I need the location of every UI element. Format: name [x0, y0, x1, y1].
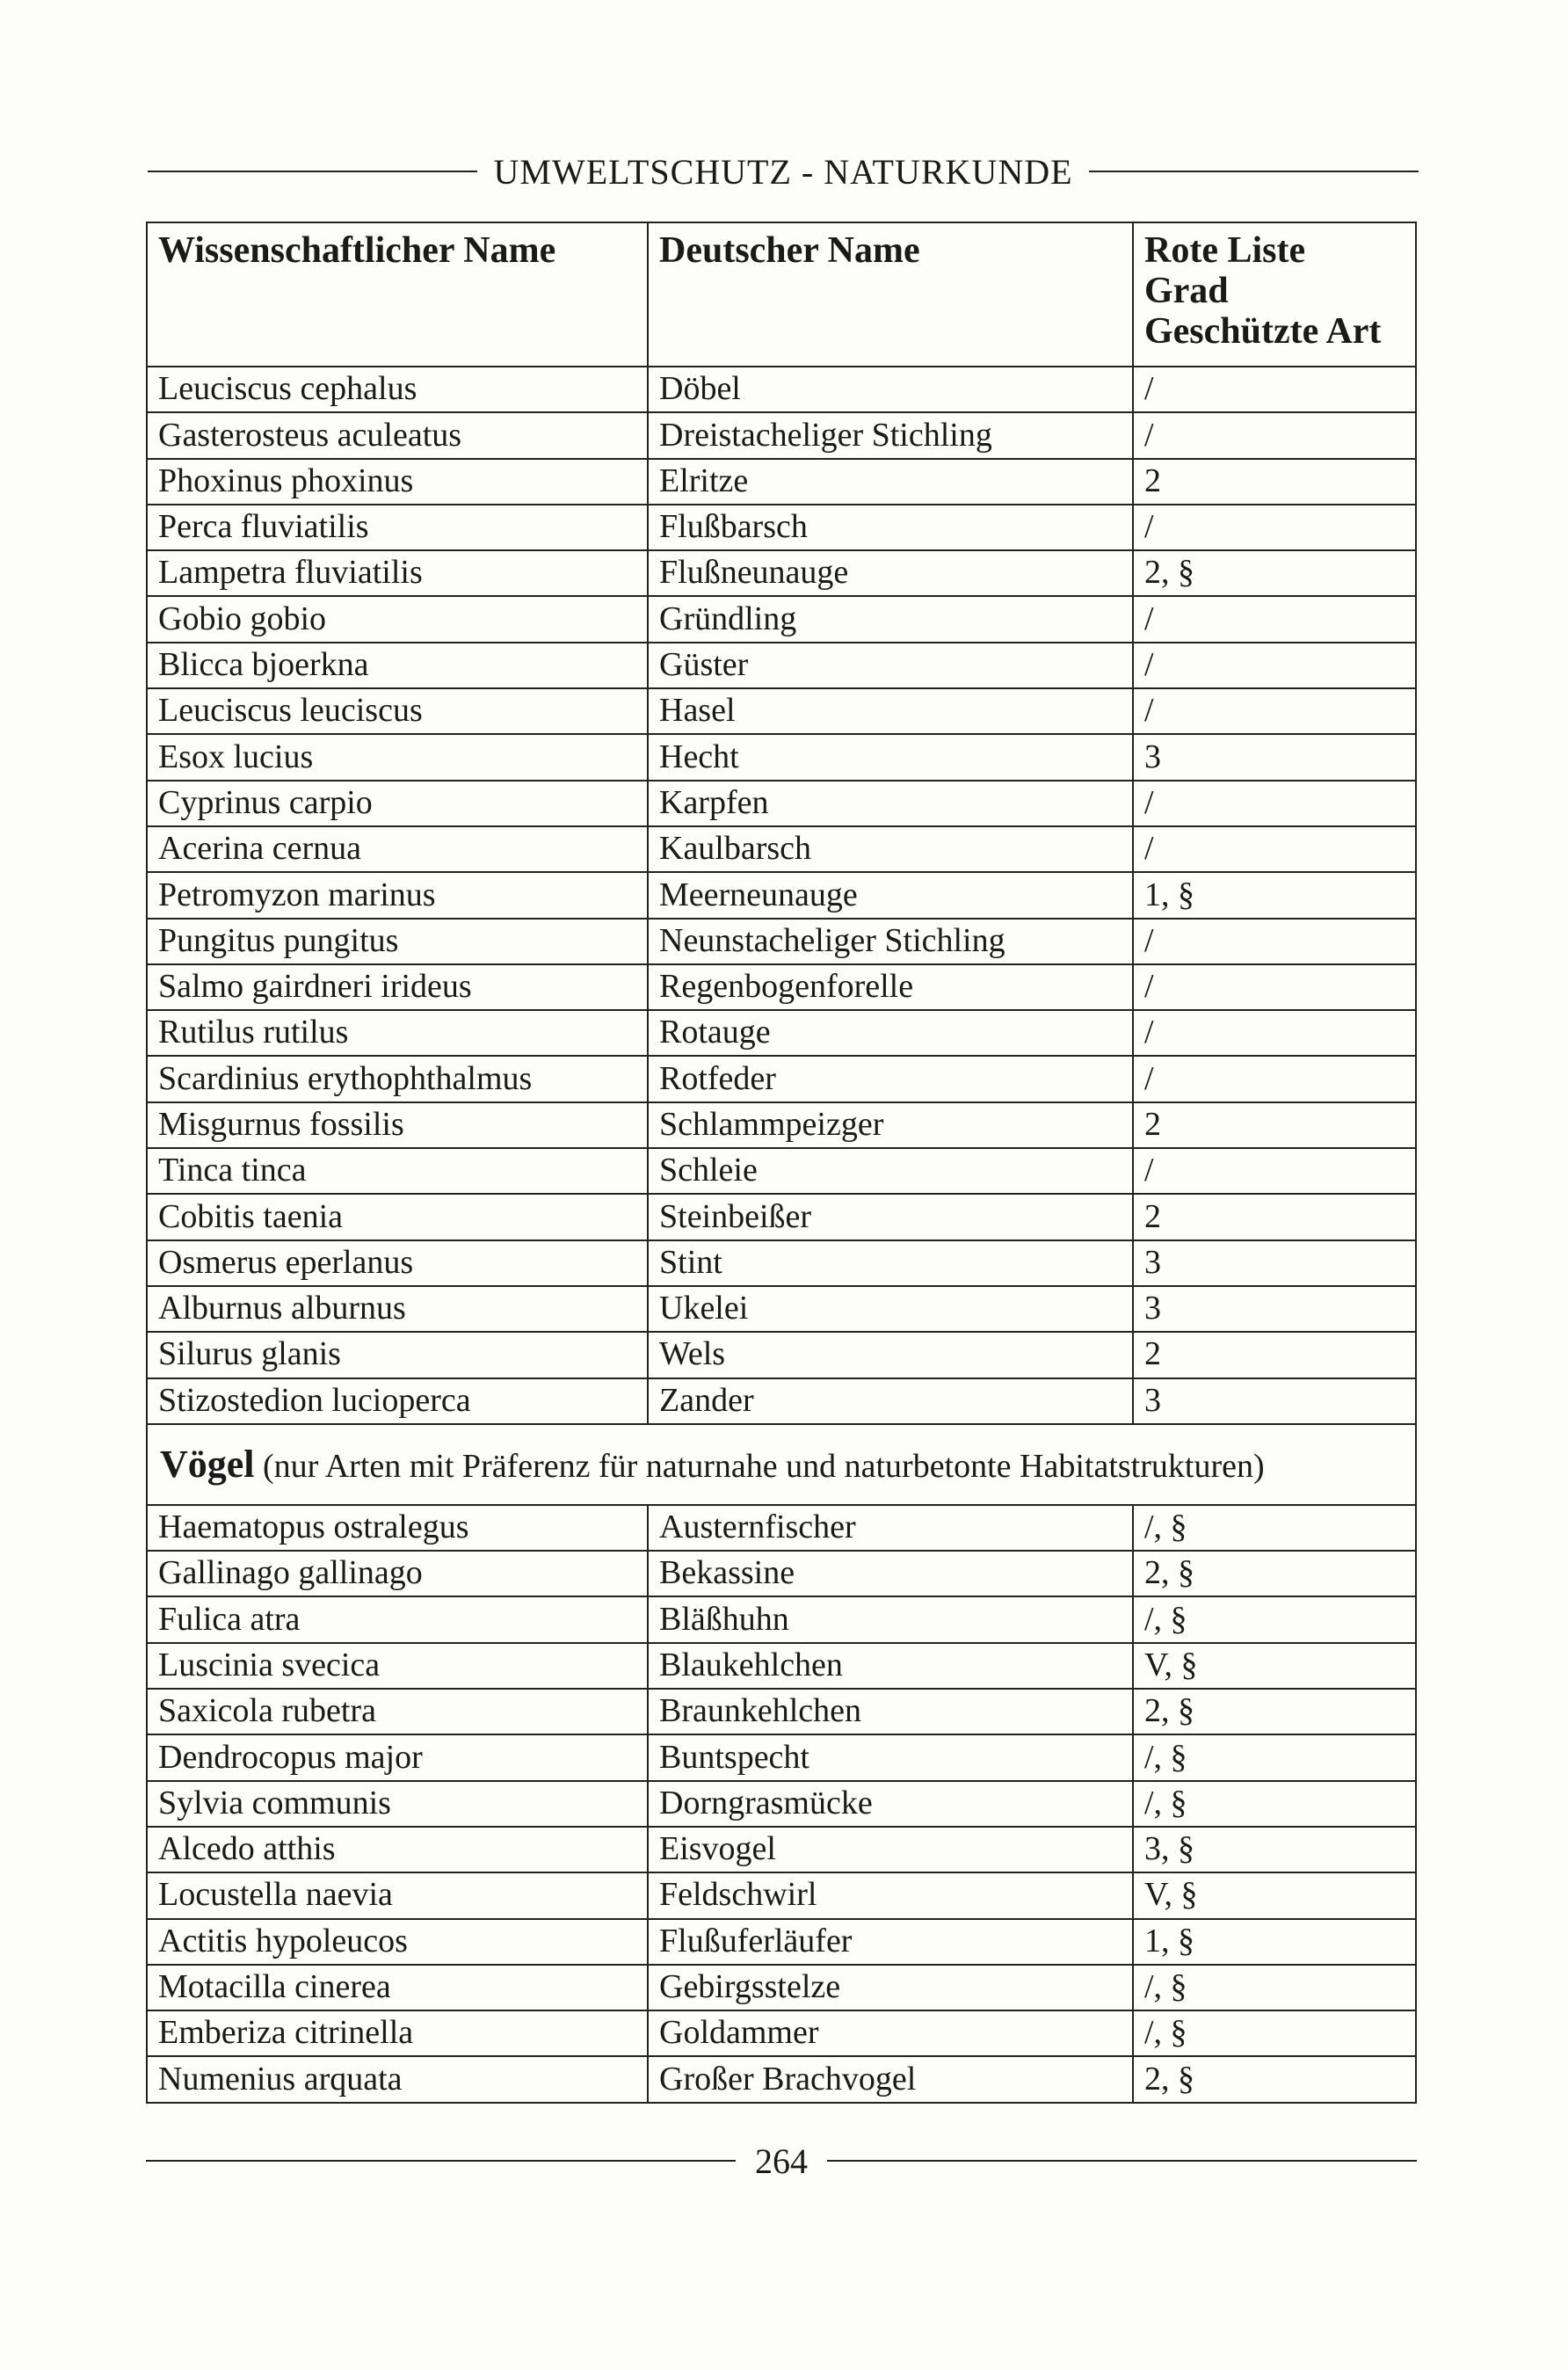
- table-row: [147, 1148, 1416, 1194]
- table-row: [147, 643, 1416, 688]
- red-list-cell: /: [1133, 643, 1416, 688]
- german-name-cell: Goldammer: [648, 2010, 1133, 2056]
- table-row: [147, 1643, 1416, 1689]
- red-list-cell: 3: [1133, 1286, 1416, 1332]
- scientific-name-cell: Osmerus eperlanus: [147, 1240, 648, 1286]
- table-row: [147, 734, 1416, 780]
- german-name-cell: Meerneunauge: [648, 872, 1133, 918]
- table-row: [147, 1551, 1416, 1596]
- german-name-cell: Feldschwirl: [648, 1872, 1133, 1918]
- red-list-cell: /: [1133, 367, 1416, 412]
- red-list-cell: /: [1133, 781, 1416, 826]
- red-list-cell: 1, §: [1133, 1919, 1416, 1965]
- scientific-name-cell: Saxicola rubetra: [147, 1689, 648, 1734]
- scientific-name-cell: Locustella naevia: [147, 1872, 648, 1918]
- german-name-cell: Blaukehlchen: [648, 1643, 1133, 1689]
- scientific-name-cell: Cobitis taenia: [147, 1194, 648, 1240]
- red-list-cell: /: [1133, 826, 1416, 872]
- scientific-name-cell: Leuciscus leuciscus: [147, 688, 648, 734]
- scientific-name-cell: Blicca bjoerkna: [147, 643, 648, 688]
- column-header-scientific-name: Wissenschaftlicher Name: [147, 222, 648, 367]
- red-list-cell: 3: [1133, 1378, 1416, 1424]
- scientific-name-cell: Alcedo atthis: [147, 1827, 648, 1872]
- german-name-cell: Großer Brachvogel: [648, 2056, 1133, 2102]
- table-row: [147, 1102, 1416, 1148]
- running-header: [148, 145, 1419, 198]
- table-row: [147, 1286, 1416, 1332]
- scientific-name-cell: Dendrocopus major: [147, 1734, 648, 1780]
- scientific-name-cell: Actitis hypoleucos: [147, 1919, 648, 1965]
- column-header-german-name: Deutscher Name: [648, 222, 1133, 367]
- header-title: UMWELTSCHUTZ - NATURKUNDE: [493, 151, 1073, 192]
- german-name-cell: Braunkehlchen: [648, 1689, 1133, 1734]
- scientific-name-cell: Stizostedion lucioperca: [147, 1378, 648, 1424]
- scientific-name-cell: Motacilla cinerea: [147, 1965, 648, 2010]
- table-row: [147, 2056, 1416, 2102]
- scientific-name-cell: Gallinago gallinago: [147, 1551, 648, 1596]
- red-list-cell: V, §: [1133, 1872, 1416, 1918]
- german-name-cell: Güster: [648, 643, 1133, 688]
- red-list-cell: 2, §: [1133, 1689, 1416, 1734]
- red-list-cell: 3: [1133, 1240, 1416, 1286]
- page-number: 264: [755, 2141, 808, 2181]
- red-list-cell: /: [1133, 919, 1416, 964]
- scientific-name-cell: Pungitus pungitus: [147, 919, 648, 964]
- table-row: [147, 1194, 1416, 1240]
- red-list-cell: 2: [1133, 1332, 1416, 1378]
- german-name-cell: Neunstacheliger Stichling: [648, 919, 1133, 964]
- scientific-name-cell: Silurus glanis: [147, 1332, 648, 1378]
- scientific-name-cell: Salmo gairdneri irideus: [147, 964, 648, 1010]
- table-row: [147, 550, 1416, 596]
- red-list-cell: /: [1133, 505, 1416, 550]
- scientific-name-cell: Cyprinus carpio: [147, 781, 648, 826]
- german-name-cell: Flußneunauge: [648, 550, 1133, 596]
- table-row: [147, 1056, 1416, 1101]
- german-name-cell: Dorngrasmücke: [648, 1781, 1133, 1827]
- german-name-cell: Kaulbarsch: [648, 826, 1133, 872]
- german-name-cell: Gründling: [648, 596, 1133, 642]
- german-name-cell: Stint: [648, 1240, 1133, 1286]
- german-name-cell: Döbel: [648, 367, 1133, 412]
- red-list-cell: /: [1133, 1010, 1416, 1056]
- red-list-cell: /: [1133, 964, 1416, 1010]
- red-list-cell: /, §: [1133, 1965, 1416, 2010]
- german-name-cell: Karpfen: [648, 781, 1133, 826]
- red-list-cell: 1, §: [1133, 872, 1416, 918]
- scientific-name-cell: Perca fluviatilis: [147, 505, 648, 550]
- table-row: [147, 1827, 1416, 1872]
- german-name-cell: Rotauge: [648, 1010, 1133, 1056]
- red-list-cell: /: [1133, 412, 1416, 458]
- red-list-cell: 2, §: [1133, 550, 1416, 596]
- table-row: [147, 1781, 1416, 1827]
- red-list-cell: 2: [1133, 459, 1416, 505]
- table-header-row: [147, 222, 1416, 367]
- scientific-name-cell: Acerina cernua: [147, 826, 648, 872]
- german-name-cell: Regenbogenforelle: [648, 964, 1133, 1010]
- german-name-cell: Flußbarsch: [648, 505, 1133, 550]
- german-name-cell: Eisvogel: [648, 1827, 1133, 1872]
- red-list-cell: 3: [1133, 734, 1416, 780]
- scientific-name-cell: Petromyzon marinus: [147, 872, 648, 918]
- german-name-cell: Bekassine: [648, 1551, 1133, 1596]
- table-row: [147, 1872, 1416, 1918]
- table-row: [147, 1596, 1416, 1642]
- scientific-name-cell: Fulica atra: [147, 1596, 648, 1642]
- table-row: [147, 1010, 1416, 1056]
- red-list-cell: /, §: [1133, 1505, 1416, 1551]
- scientific-name-cell: Phoxinus phoxinus: [147, 459, 648, 505]
- scientific-name-cell: Scardinius erythophthalmus: [147, 1056, 648, 1101]
- scientific-name-cell: Alburnus alburnus: [147, 1286, 648, 1332]
- red-list-cell: 2: [1133, 1102, 1416, 1148]
- scientific-name-cell: Gasterosteus aculeatus: [147, 412, 648, 458]
- scientific-name-cell: Rutilus rutilus: [147, 1010, 648, 1056]
- protected-header-line: Geschützte Art: [1144, 311, 1382, 353]
- table-row: [147, 459, 1416, 505]
- red-list-cell: 3, §: [1133, 1827, 1416, 1872]
- birds-section-title: Vögel: [160, 1442, 255, 1486]
- red-list-cell: /: [1133, 688, 1416, 734]
- table-row: [147, 1378, 1416, 1424]
- table-row: [147, 2010, 1416, 2056]
- footer-rule-right: [827, 2160, 1417, 2162]
- table-row: [147, 1505, 1416, 1551]
- table-row: [147, 1240, 1416, 1286]
- scientific-name-cell: Haematopus ostralegus: [147, 1505, 648, 1551]
- table-row: [147, 1965, 1416, 2010]
- red-list-cell: /: [1133, 596, 1416, 642]
- table-row: [147, 826, 1416, 872]
- scientific-name-cell: Numenius arquata: [147, 2056, 648, 2102]
- scientific-name-cell: Gobio gobio: [147, 596, 648, 642]
- footer-rule-left: [146, 2160, 736, 2162]
- table-row: [147, 781, 1416, 826]
- page-footer: [146, 2134, 1417, 2187]
- german-name-cell: Wels: [648, 1332, 1133, 1378]
- birds-section-cell: [147, 1424, 1416, 1505]
- german-name-cell: Gebirgsstelze: [648, 1965, 1133, 2010]
- table-row: [147, 964, 1416, 1010]
- scientific-name-cell: Sylvia communis: [147, 1781, 648, 1827]
- red-list-cell: /: [1133, 1148, 1416, 1194]
- table-row: [147, 412, 1416, 458]
- column-header-red-list: [1133, 222, 1416, 367]
- fish-table-body: [147, 367, 1416, 1424]
- birds-table-body: [147, 1505, 1416, 2103]
- german-name-cell: Ukelei: [648, 1286, 1133, 1332]
- german-name-cell: Hasel: [648, 688, 1133, 734]
- scientific-name-cell: Emberiza citrinella: [147, 2010, 648, 2056]
- german-name-cell: Rotfeder: [648, 1056, 1133, 1101]
- red-list-cell: /, §: [1133, 1596, 1416, 1642]
- scientific-name-cell: Esox lucius: [147, 734, 648, 780]
- table-row: [147, 1332, 1416, 1378]
- scientific-name-cell: Tinca tinca: [147, 1148, 648, 1194]
- red-list-cell: V, §: [1133, 1643, 1416, 1689]
- red-list-cell: 2: [1133, 1194, 1416, 1240]
- red-list-cell: /: [1133, 1056, 1416, 1101]
- header-rule-right: [1089, 171, 1419, 172]
- table-row: [147, 596, 1416, 642]
- table-row: [147, 1734, 1416, 1780]
- german-name-cell: Schleie: [648, 1148, 1133, 1194]
- german-name-cell: Hecht: [648, 734, 1133, 780]
- red-list-header-line: Rote Liste: [1144, 230, 1306, 271]
- table-row: [147, 505, 1416, 550]
- scientific-name-cell: Misgurnus fossilis: [147, 1102, 648, 1148]
- header-rule-left: [148, 171, 477, 172]
- german-name-cell: Dreistacheliger Stichling: [648, 412, 1133, 458]
- red-list-cell: 2, §: [1133, 1551, 1416, 1596]
- birds-section-note: (nur Arten mit Präferenz für naturnahe und naturbetonte Habitatstrukturen): [263, 1447, 1265, 1485]
- scientific-name-cell: Lampetra fluviatilis: [147, 550, 648, 596]
- german-name-cell: Zander: [648, 1378, 1133, 1424]
- table-row: [147, 1689, 1416, 1734]
- german-name-cell: Austernfischer: [648, 1505, 1133, 1551]
- table-row: [147, 872, 1416, 918]
- scientific-name-cell: Leuciscus cephalus: [147, 367, 648, 412]
- german-name-cell: Schlammpeizger: [648, 1102, 1133, 1148]
- scientific-name-cell: Luscinia svecica: [147, 1643, 648, 1689]
- table-row: [147, 688, 1416, 734]
- red-list-cell: /, §: [1133, 2010, 1416, 2056]
- species-table: [146, 222, 1417, 2104]
- table-row: [147, 919, 1416, 964]
- german-name-cell: Elritze: [648, 459, 1133, 505]
- german-name-cell: Flußuferläufer: [648, 1919, 1133, 1965]
- table-row: [147, 1919, 1416, 1965]
- german-name-cell: Buntspecht: [648, 1734, 1133, 1780]
- red-list-cell: 2, §: [1133, 2056, 1416, 2102]
- red-list-cell: /, §: [1133, 1734, 1416, 1780]
- grade-header-line: Grad: [1144, 271, 1229, 312]
- table-row: [147, 367, 1416, 412]
- german-name-cell: Bläßhuhn: [648, 1596, 1133, 1642]
- birds-section-body: [147, 1424, 1416, 1505]
- birds-section-row: [147, 1424, 1416, 1505]
- red-list-cell: /, §: [1133, 1781, 1416, 1827]
- german-name-cell: Steinbeißer: [648, 1194, 1133, 1240]
